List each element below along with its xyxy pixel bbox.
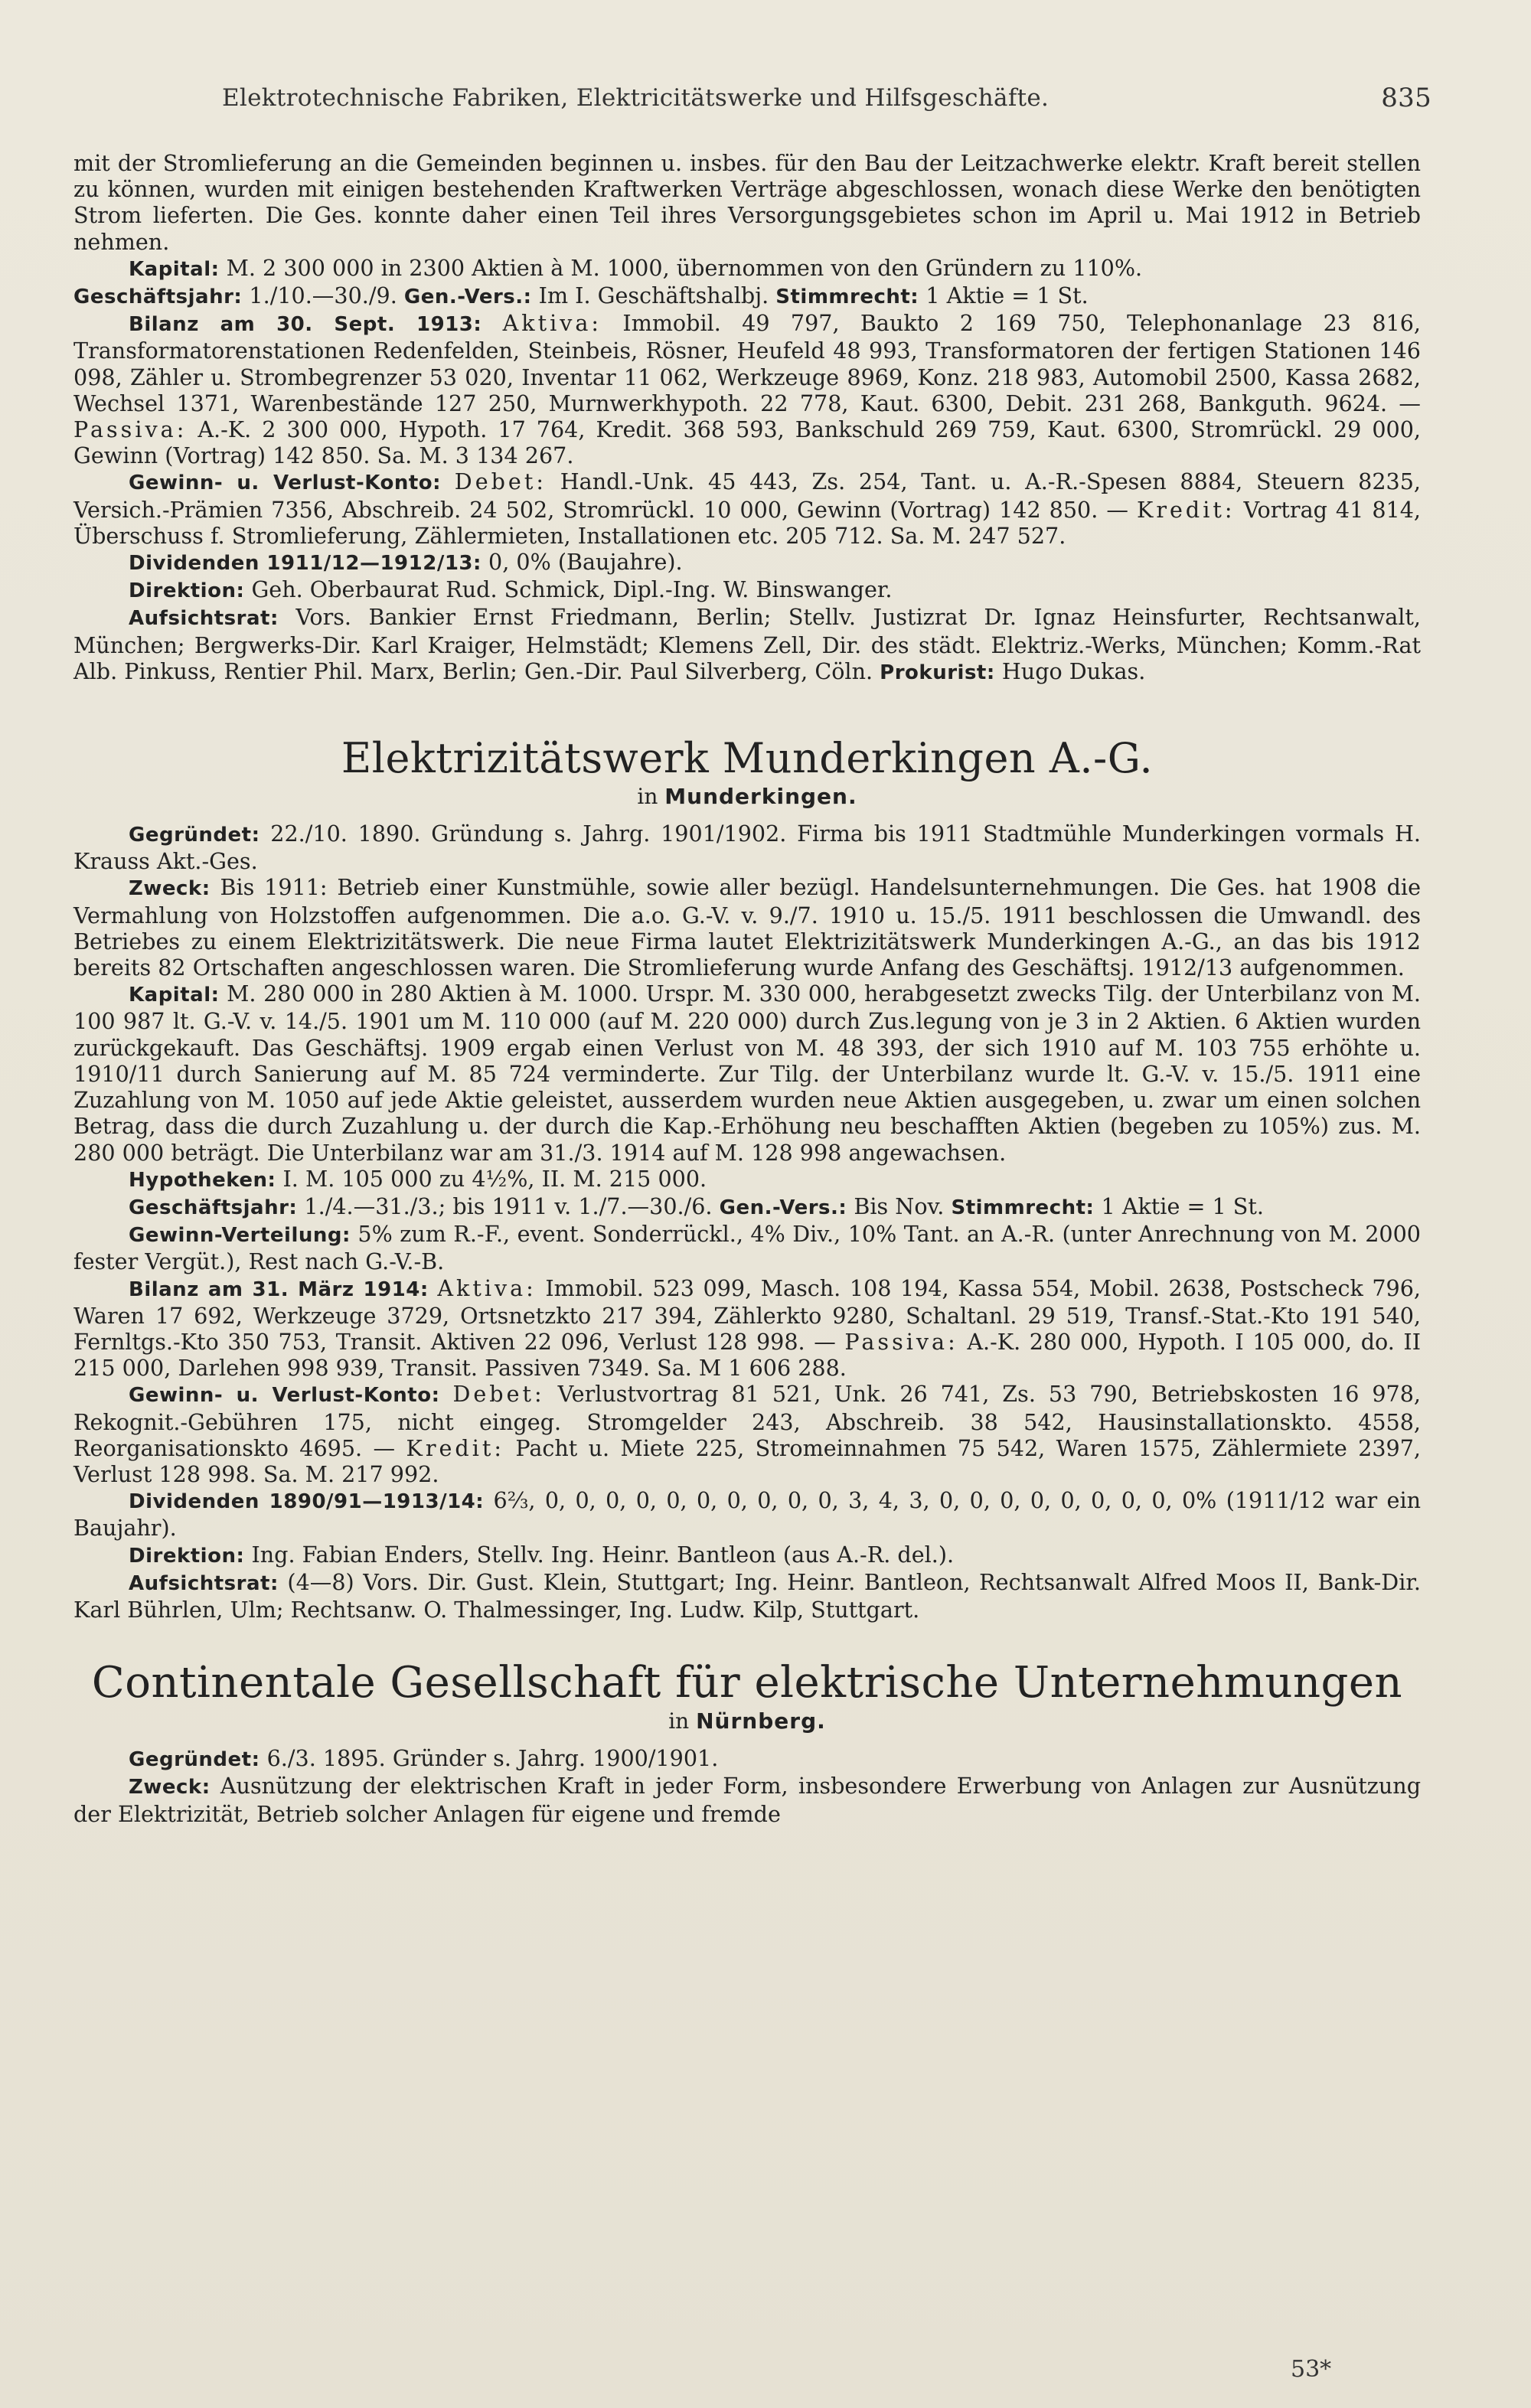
aktiva-text: Immobil. 49 797, Baukto 2 169 750, Telephonanlage 23 816, Transformatorenstationen Redenfelden, Steinbeis, Rösner, Heufeld 48 993, Transformatoren der fertigen Stationen 146 098, Zähler u. Strombegrenzer 53 020, Inventar 11 062, Werkzeuge 8969, Konz. 218 983, Automobil 2500, Kassa 2682, Wechsel 1371, Warenbestände 127 250, Murnwerkhypoth. 22 778, Kaut. 6300, Debit. 231 268, Bankguth. 9624. —: [73, 310, 1421, 416]
zweck-text: Bis 1911: Betrieb einer Kunstmühle, sowie aller bezügl. Handelsunternehmungen. Die Ges. hat 1908 die Vermahlung von Holzstoffen aufgenommen. Die a.o. G.-V. v. 9./7. 1910 u. 15./5. 1911 beschlossen die Umwandl. des Betriebes zu einem Elektrizitätswerk. Die neue Firma lautet Elektrizitätswerk Munderkingen A.-G., an das bis 1912 bereits 82 Ortschaften angeschlossen waren. Die Stromlieferung wurde Anfang des Geschäftsj. 1912/13 aufgenommen.: [73, 874, 1421, 981]
guv-paragraph: [73, 1381, 1421, 1487]
gj-label: Geschäftsjahr:: [129, 1196, 298, 1219]
aufsichtsrat-text: Vors. Bankier Ernst Friedmann, Berlin; Stellv. Justizrat Dr. Ignaz Heinsfurter, Rechtsanwalt, München; Bergwerks-Dir. Karl Kraiger, Helmstädt; Klemens Zell, Dir. des städt. Elektriz.-Werks, München; Komm.-Rat Alb. Pinkuss, Rentier Phil. Marx, Berlin; Gen.-Dir. Paul Silverberg, Cöln.: [73, 604, 1421, 684]
direktion-text: Ing. Fabian Enders, Stellv. Ing. Heinr. Bantleon (aus A.-R. del.).: [251, 1541, 955, 1568]
direktion-paragraph: [73, 576, 1421, 604]
gv-label: Gen.-Vers.:: [403, 286, 532, 309]
debet-label: Debet:: [454, 468, 547, 495]
kredit-text: Vortrag 41 814, Überschuss f. Stromlieferung, Zählermieten, Installationen etc. 205 712. Sa. M. 247 527.: [73, 496, 1421, 549]
direktion-text: Geh. Oberbaurat Rud. Schmick, Dipl.-Ing. W. Binswanger.: [251, 576, 893, 603]
gewinnverteilung-label: Gewinn-Verteilung:: [129, 1224, 351, 1248]
gewinnverteilung-paragraph: [73, 1221, 1421, 1274]
company-entry-continued: [73, 150, 1421, 686]
prokurist-text: Hugo Dukas.: [1001, 657, 1146, 684]
zweck-paragraph: [73, 1773, 1421, 1826]
kredit-label: Kredit:: [406, 1434, 504, 1461]
gv-label: Gen.-Vers.:: [719, 1196, 847, 1219]
gegruendet-text: 6./3. 1895. Gründer s. Jahrg. 1900/1901.: [266, 1745, 719, 1772]
signature-mark: 53*: [1291, 2356, 1332, 2383]
gj-text: 1./10.—30./9.: [249, 282, 397, 309]
aktiva-label: Aktiva:: [437, 1274, 537, 1301]
debet-text: Verlustvortrag 81 521, Unk. 26 741, Zs. 53 790, Betriebskosten 16 978, Rekognit.-Gebühren 175, nicht eingeg. Stromgelder 243, Abschreib. 38 542, Hausinstallationskto. 4558, Reorganisationskto 4695. —: [73, 1381, 1422, 1461]
kredit-label: Kredit:: [1136, 496, 1236, 523]
dividenden-text: 6⅔, 0, 0, 0, 0, 0, 0, 0, 0, 0, 0, 3, 4, 3, 0, 0, 0, 0, 0, 0, 0, 0, 0% (1911/12 war ein Baujahr).: [73, 1487, 1422, 1542]
guv-label: Gewinn- u. Verlust-Konto:: [129, 471, 442, 495]
stimmrecht-label: Stimmrecht:: [951, 1196, 1095, 1219]
bilanz-label: Bilanz am 30. Sept. 1913:: [129, 313, 482, 337]
kapital-text: M. 280 000 in 280 Aktien à M. 1000. Urspr. M. 330 000, herabgesetzt zwecks Tilg. der Unterbilanz von M. 100 987 lt. G.-V. v. 14./5. 1901 um M. 110 000 (auf M. 220 000) durch Zus.legung von je 3 in 2 Aktien. 6 Aktien wurden zurückgekauft. Das Geschäftsj. 1909 ergab einen Verlust von M. 48 393, der sich 1910 auf M. 103 755 erhöhte u. 1910/11 durch Sanierung auf M. 85 724 verminderte. Zur Tilg. der Unterbilanz wurde lt. G.-V. v. 15./5. 1911 eine Zuzahlung von M. 1050 auf jede Aktie geleistet, ausserdem wurden neue Aktien ausgegeben, u. zwar um einen solchen Betrag, dass die durch Zuzahlung u. der durch die Kap.-Erhöhung neu beschafften Aktien (begeben zu 105%) zus. M. 280 000 beträgt. Die Unterbilanz war am 31./3. 1914 auf M. 128 998 angewachsen.: [73, 980, 1421, 1166]
stimmrecht-text: 1 Aktie = 1 St.: [1101, 1193, 1264, 1219]
gegruendet-text: 22./10. 1890. Gründung s. Jahrg. 1901/1902. Firma bis 1911 Stadtmühle Munderkingen vormals H. Krauss Akt.-Ges.: [73, 821, 1421, 875]
gegruendet-paragraph: [73, 1745, 1421, 1773]
aktiva-label: Aktiva:: [502, 310, 602, 337]
city-name: Munderkingen.: [664, 784, 857, 810]
prokurist-label: Prokurist:: [880, 661, 995, 684]
city-prefix: in: [637, 784, 658, 810]
company-city: [73, 1708, 1421, 1734]
gj-paragraph: [73, 1193, 1421, 1221]
passiva-label: Passiva:: [844, 1328, 958, 1355]
debet-label: Debet:: [452, 1381, 545, 1408]
guv-label: Gewinn- u. Verlust-Konto:: [129, 1384, 440, 1408]
passiva-label: Passiva:: [73, 416, 188, 443]
aufsichtsrat-paragraph: [73, 604, 1421, 686]
kapital-paragraph: [73, 980, 1421, 1165]
gewinnverteilung-text: 5% zum R.-F., event. Sonderrückl., 4% Div., 10% Tant. an A.-R. (unter Anrechnung von M. 2000 fester Vergüt.), Rest nach G.-V.-B.: [73, 1221, 1422, 1275]
city-prefix: in: [668, 1708, 690, 1734]
stimmrecht-label: Stimmrecht:: [775, 286, 919, 309]
passiva-text: A.-K. 280 000, Hypoth. I 105 000, do. II 215 000, Darlehen 998 939, Transit. Passiven 7349. Sa. M 1 606 288.: [73, 1328, 1421, 1382]
company-entry-continentale: [73, 1658, 1421, 1827]
city-name: Nürnberg.: [696, 1708, 826, 1734]
company-name: Continentale Gesellschaft für elektrische Unternehmungen: [91, 1658, 1403, 1708]
gj-label: Geschäftsjahr:: [73, 286, 243, 309]
aufsichtsrat-label: Aufsichtsrat:: [129, 607, 279, 631]
guv-paragraph: [73, 468, 1421, 549]
gegruendet-label: Gegründet:: [129, 824, 260, 847]
gv-text: Im I. Geschäftshalbj.: [538, 282, 769, 309]
direktion-label: Direktion:: [129, 1544, 245, 1568]
direktion-label: Direktion:: [129, 579, 245, 603]
zweck-text: Ausnützung der elektrischen Kraft in jeder Form, insbesondere Erwerbung von Anlagen zur Ausnützung der Elektrizität, Betrieb solcher Anlagen für eigene und fremde: [73, 1773, 1422, 1827]
aufsichtsrat-label: Aufsichtsrat:: [129, 1571, 279, 1595]
dividenden-paragraph: [73, 1487, 1421, 1541]
bilanz-paragraph: [73, 1275, 1421, 1382]
debet-text: Handl.-Unk. 45 443, Zs. 254, Tant. u. A.-R.-Spesen 8884, Steuern 8235, Versich.-Prämien 7356, Abschreib. 24 502, Stromrückl. 10 000, Gewinn (Vortrag) 142 850. —: [73, 468, 1422, 523]
dividenden-label: Dividenden 1890/91—1913/14:: [129, 1490, 485, 1514]
kredit-text: Pacht u. Miete 225, Stromeinnahmen 75 542, Waren 1575, Zählermiete 2397, Verlust 128 998. Sa. M. 217 992.: [73, 1434, 1422, 1487]
zweck-label: Zweck:: [129, 1776, 211, 1799]
passiva-text: A.-K. 2 300 000, Hypoth. 17 764, Kredit. 368 593, Bankschuld 269 759, Kaut. 6300, Stromrückl. 29 000, Gewinn (Vortrag) 142 850. Sa. M. 3 134 267.: [73, 416, 1421, 469]
hypotheken-label: Hypotheken:: [129, 1168, 276, 1192]
gv-text: Bis Nov.: [854, 1193, 945, 1219]
kapital-text: M. 2 300 000 in 2300 Aktien à M. 1000, übernommen von den Gründern zu 110%.: [226, 254, 1143, 281]
aufsichtsrat-text: (4—8) Vors. Dir. Gust. Klein, Stuttgart; Ing. Heinr. Bantleon, Rechtsanwalt Alfred Moos II, Bank-Dir. Karl Bührlen, Ulm; Rechtsanw. O. Thalmessinger, Ing. Ludw. Kilp, Stuttgart.: [73, 1568, 1421, 1623]
dividenden-paragraph: [73, 549, 1421, 576]
aktiva-text: Immobil. 523 099, Masch. 108 194, Kassa 554, Mobil. 2638, Postscheck 796, Waren 17 692, Werkzeuge 3729, Ortsnetzkto 217 394, Zählerkto 9280, Schaltanl. 29 519, Transf.-Stat.-Kto 191 540, Fernltgs.-Kto 350 753, Transit. Aktiven 22 096, Verlust 128 998. —: [73, 1274, 1422, 1355]
gj-text: 1./4.—31./3.; bis 1911 v. 1./7.—30./6.: [304, 1193, 713, 1219]
kapital-paragraph: [73, 255, 1421, 282]
gj-paragraph: [73, 282, 1421, 310]
header-title: Elektrotechnische Fabriken, Elektricitätswerke und Hilfsgeschäfte.: [222, 84, 1050, 112]
dividenden-text: 0, 0% (Baujahre).: [488, 549, 683, 576]
intro-paragraph: mit der Stromlieferung an die Gemeinden beginnen u. insbes. für den Bau der Leitzachwerke elektr. Kraft bereit stellen zu können, wurden mit einigen bestehenden Kraftwerken Verträge abgeschlossen, wonach diese Werke den benötigten Strom lieferten. Die Ges. konnte daher einen Teil ihres Versorgungsgebietes schon im April u. Mai 1912 in Betrieb nehmen.: [73, 150, 1421, 255]
gegruendet-label: Gegründet:: [129, 1748, 260, 1772]
zweck-label: Zweck:: [129, 877, 211, 901]
kapital-label: Kapital:: [129, 984, 220, 1007]
aufsichtsrat-paragraph: [73, 1569, 1421, 1623]
stimmrecht-text: 1 Aktie = 1 St.: [925, 282, 1089, 309]
company-city: [73, 784, 1421, 810]
dividenden-label: Dividenden 1911/12—1912/13:: [129, 552, 481, 576]
gegruendet-paragraph: [73, 821, 1421, 874]
bilanz-label: Bilanz am 31. März 1914:: [129, 1277, 429, 1301]
company-entry-munderkingen: [73, 733, 1421, 1623]
hypotheken-paragraph: [73, 1166, 1421, 1193]
page-body: [73, 150, 1421, 1827]
zweck-paragraph: [73, 874, 1421, 980]
company-name: Elektrizitätswerk Munderkingen A.-G.: [341, 734, 1154, 783]
kapital-label: Kapital:: [129, 257, 220, 281]
direktion-paragraph: [73, 1542, 1421, 1569]
bilanz-paragraph: [73, 310, 1421, 468]
hypotheken-text: I. M. 105 000 zu 4½%, II. M. 215 000.: [282, 1165, 707, 1192]
page-number: 835: [1381, 83, 1431, 113]
